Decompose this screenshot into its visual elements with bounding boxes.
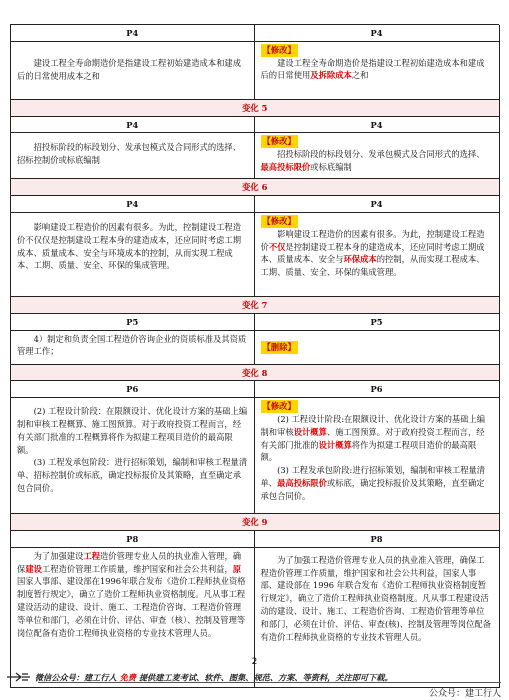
comparison-document [10,24,499,688]
change-row [11,99,499,116]
highlighted-change: 及拆除成本 [310,70,352,81]
highlighted-change: 设计概算 [293,426,327,437]
modify-tag: 【修改】 [262,136,296,147]
highlighted-change: 设计概算 [318,439,352,450]
revised-paragraph: 招投标阶段的标段划分、发承包模式及合同形式的选择、最高投标限价或标底编制 [260,149,485,172]
page-header-row [11,116,499,133]
modify-tag: 【修改】 [262,401,296,412]
revised-paragraph: (2) 工程设计阶段:在限额设计、优化设计方案的基础上编制和审核设计概算、施工图预算。对于政府投资工程而言，经有关部门批准的设计概算将作为拟建工程项目造价的最高限额。 [260,413,486,463]
highlighted-change: 环保成本 [343,254,377,265]
right-page-ref: P8 [254,530,499,547]
original-paragraph: 影响建设工程造价的因素有很多。为此，控制建设工程造价不仅仅是控制建设工程本身的建造成本，还应同时考虑工期成本、质量成本、安全与环境成本的控制，从而实现工程成本、工期、质量、安全、环保的集成管理。 [17,221,242,271]
revised-paragraph: (3) 工程发承包阶段:进行招标策划，编制和审核工程量清单、最高投标限价或标底，确定投标报价及其策略，直至确定承包合同价。 [260,465,486,501]
left-page-ref: P6 [11,381,254,398]
modify-tag: 【修改】 [262,44,296,55]
change-row [11,364,499,381]
content-row [11,133,499,179]
revised-paragraph: 影响建设工程造价的因素有很多。为此，控制建设工程造价不仅是控制建设工程本身的建造成本，还应同时考虑工期成本、质量成本、安全与环保成本的控制，从而实现工程成本、工期、质量、安全、环保的集成管理。 [260,228,485,278]
original-paragraph: 建设工程全寿命期造价是指建设工程初始建造成本和建成后的日常使用成本之和 [17,57,242,81]
original-paragraph: 招投标阶段的标段划分、发承包模式及合同形式的选择、招标控制价或标底编制 [17,142,242,166]
page-header-row [11,530,499,547]
revised-text [254,41,499,99]
change-label: 变化 5 [11,99,499,116]
revised-paragraph: 为了加强工程造价管理专业人员的执业准入管理，确保工程造价管理工作质量，维护国家和社会公共利益，国家人事部、建设部在 1996 年联合发布《造价工程师执业资格制度暂行规定》，确立了造价工程师执业资格制度。凡从事工程建设活动的建设、设计、施工、工程造价咨询、工程造价管理等单位和部门，必须在计价、评估、审查(核)、控制及管理等岗位配备有造价工程师执业资格的专业技术管理人员。 [260,554,491,642]
highlighted-change: 建设 [25,563,42,574]
highlighted-change: 最高投标限价 [277,477,327,488]
content-row [11,212,499,296]
highlighted-change: 最高投标限价 [260,161,311,172]
page-header-row [11,381,499,398]
comparison-table [11,25,500,688]
right-page-ref: P4 [254,116,499,133]
left-page-ref: P4 [11,25,254,41]
revised-text [254,212,499,296]
page-header-row [11,196,499,213]
right-page-ref: P6 [254,381,499,398]
change-row [11,296,499,313]
pointing-hand-icon [6,671,32,686]
original-paragraph: 4）制定和负责全国工程造价咨询企业的资质标准及其资质管理工作； [17,333,247,357]
change-label: 变化 7 [11,296,499,313]
change-label: 变化 8 [11,364,499,381]
page-header-row [11,313,499,330]
change-row [11,514,499,531]
original-paragraph: (3) 工程发承包阶段：进行招标策划，编制和审核工程量清单、招标控制价或标底，确定投标报价及其策略，直至确定承包合同价。 [17,457,248,493]
right-page-ref: P5 [254,313,499,330]
footer-account: 公众号：建工行人 [428,689,501,699]
original-text [11,212,254,296]
original-paragraph: 为了加强建设工程造价管理专业人员的执业准入管理，确保建设工程造价管理工作质量，维护国家和社会公共利益，原国家人事部、建设部在1996年联合发布《造价工程师执业资格制度暂行规定》，确立了造价工程师执业资格制度。凡从事工程建设活动的建设、设计、施工、工程造价咨询、工程造价管理等单位和部门，必须在计价、评估、审查（核）、控制及管理等岗位配备有造价工程师执业资格的专业技术管理人员。 [17,550,246,638]
original-text [11,398,254,514]
modify-tag: 【修改】 [262,215,296,226]
footer-prefix: 微信公众号：建工行人 [34,672,117,683]
delete-tag: 【删除】 [262,342,296,353]
highlighted-change: 工程 [83,550,100,561]
page-number: 2 [251,657,258,667]
left-page-ref: P8 [11,530,254,547]
footer-free-highlight: 免费 [119,672,136,683]
content-row [11,330,499,364]
highlighted-change: 原 [232,563,242,574]
footer-divider [38,682,501,683]
change-label: 变化 6 [11,179,499,196]
original-text [11,133,254,179]
original-text [11,41,254,99]
original-text [11,330,254,364]
revised-paragraph: 建设工程全寿命期造价是指建设工程初始建造成本和建成后的日常使用及拆除成本之和 [260,57,485,81]
left-page-ref: P4 [11,116,254,133]
revised-text [254,330,499,364]
revised-text [254,398,499,514]
change-label: 变化 9 [11,514,499,531]
revised-text [254,133,499,179]
original-paragraph: (2) 工程设计阶段：在限额设计、优化设计方案的基础上编制和审核工程概算、施工图预算。对于政府投资工程而言，经有关部门批准的工程概算将作为拟建工程项目造价的最高限额。 [17,406,248,455]
right-page-ref: P4 [254,196,499,213]
footer-text: 提供建工麦考试、软件、图集、规范、方案、等资料，关注即可下载。 [138,672,393,683]
content-row [11,41,499,99]
left-page-ref: P5 [11,313,254,330]
change-row [11,179,499,196]
highlighted-change: 不仅 [268,241,286,252]
page-header-row [11,25,499,41]
right-page-ref: P4 [254,25,499,41]
left-page-ref: P4 [11,196,254,213]
content-row [11,398,499,514]
